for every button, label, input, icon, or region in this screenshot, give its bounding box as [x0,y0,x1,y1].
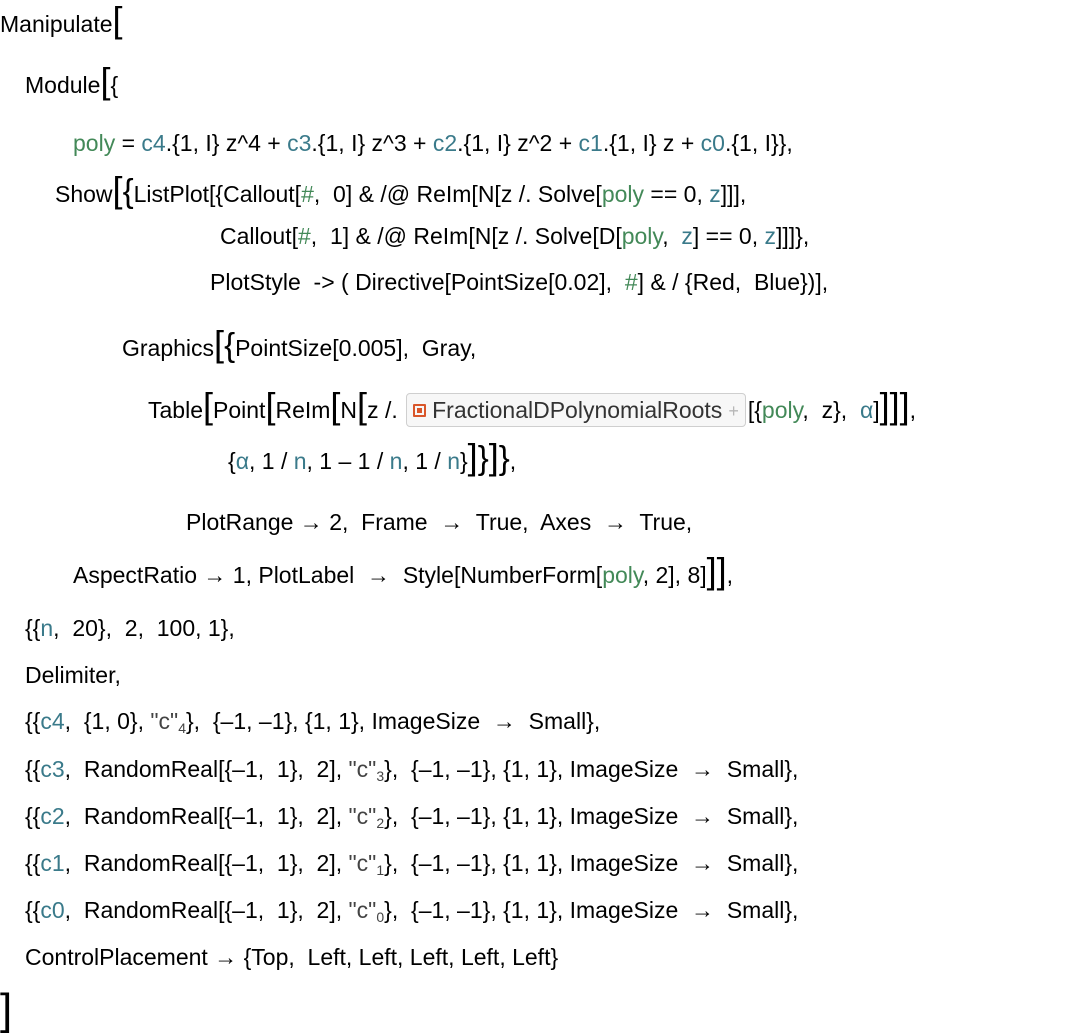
code-token: ]]]}, [776,223,810,249]
code-token: .{1, I} z + [602,130,701,156]
code-token: .{1, I} z^4 + [165,130,288,156]
code-token: , [802,397,822,423]
code-token: , 2], 8] [642,562,707,588]
subscript-token: 4 [178,720,186,736]
bracket: [ [330,385,341,426]
subscript-token: 1 [376,862,385,878]
brace: { [224,326,236,363]
code-token: .{1, I} z^2 + [457,130,579,156]
code-line[interactable] [228,436,517,477]
manipulate-variable-token: c1 [578,130,603,156]
code-line[interactable] [25,848,798,878]
manipulate-variable-token: c2 [40,803,65,829]
local-variable-token: poly [621,223,663,249]
bracket: ]] [706,550,727,591]
code-line[interactable] [220,221,809,251]
code-token: ] == 0, [692,223,765,249]
code-line[interactable] [25,60,119,101]
code-line[interactable] [210,267,828,297]
code-token: ListPlot[{Callout[ [133,181,302,207]
code-token: Manipulate [0,11,113,37]
manipulate-variable-token: z [681,223,693,249]
code-token: ReIm [275,397,331,423]
bracket: ] [488,436,499,477]
code-token: {{ [25,615,41,641]
code-token: ] & / {Red, Blue})], [637,269,829,295]
manipulate-variable-token: c1 [40,850,65,876]
bracket: ]]] [879,385,910,426]
bracket: [ [100,60,111,101]
code-token: } [459,448,468,474]
bracket: ] [467,436,478,477]
bracket: [ [202,385,213,426]
code-token: AspectRatio → 1, PlotLabel → Style[NumberForm[ [73,562,603,588]
code-token: }, {–1, –1}, {1, 1}, ImageSize → Small}, [384,756,799,782]
manipulate-variable-token: c0 [40,897,65,923]
code-token: {{ [25,803,41,829]
manipulate-variable-token: n [389,448,403,474]
manipulate-variable-token: n [40,615,54,641]
local-variable-token: # [624,269,638,295]
bracket: [ [265,385,276,426]
string-token: "c" [348,803,377,829]
code-line[interactable] [186,507,692,537]
subscript-token: 2 [376,815,385,831]
code-token: [{ [747,397,762,423]
code-token: , RandomReal[{–1, 1}, 2], [64,756,349,782]
string-token: "c" [150,708,179,734]
local-variable-token: poly [761,397,803,423]
code-token: Graphics [122,335,215,361]
bracket: [ [214,323,225,364]
bracket: [ [357,385,368,426]
local-variable-token: # [301,181,314,207]
code-token: PointSize[0.005], Gray, [235,335,477,361]
code-line[interactable] [25,801,798,831]
code-line[interactable] [25,706,600,736]
code-line[interactable] [25,613,235,643]
resource-function-icon [413,404,426,417]
manipulate-variable-token: α [859,397,874,423]
code-token: = [115,130,142,156]
code-token: , [726,562,734,588]
resource-function-name: FractionalDPolynomialRoots [432,396,723,423]
code-token: Callout[ [220,223,298,249]
code-token: {{ [25,708,41,734]
code-line[interactable] [0,0,123,40]
code-line[interactable] [25,942,558,972]
string-token: "c" [348,850,377,876]
code-token: {{ [25,756,41,782]
manipulate-variable-token: c4 [141,130,166,156]
code-token: Delimiter, [25,662,121,688]
manipulate-variable-token: n [293,448,307,474]
manipulate-variable-token: z [764,223,776,249]
code-token: }, {–1, –1}, {1, 1}, ImageSize → Small}, [384,897,799,923]
code-token: , RandomReal[{–1, 1}, 2], [64,803,349,829]
code-token: ]]], [720,181,747,207]
code-token: , {1, 0}, [64,708,151,734]
code-token: , RandomReal[{–1, 1}, 2], [64,850,349,876]
local-variable-token: poly [73,130,116,156]
code-line[interactable] [55,169,747,210]
plus-icon[interactable]: + [728,400,739,421]
bracket: [ [112,169,123,210]
code-token: , 20}, 2, 100, 1}, [53,615,235,641]
code-token: , 1 / [248,448,294,474]
bracket: [ [112,0,123,40]
code-token: , [509,448,517,474]
code-token: N [340,397,358,423]
code-line[interactable] [122,323,477,364]
resource-function-box[interactable] [406,393,746,427]
manipulate-variable-token: c2 [432,130,458,156]
code-token: Show [55,181,113,207]
code-token: }, [833,397,860,423]
code-token: }, {–1, –1}, {1, 1}, ImageSize → Small}, [384,803,799,829]
code-token: { [110,72,119,98]
local-variable-token: poly [601,181,645,207]
code-token: .{1, I} z^3 + [311,130,433,156]
code-token: == 0, [644,181,710,207]
manipulate-variable-token: c4 [40,708,65,734]
brace: } [498,439,510,476]
code-token: ] [873,397,880,423]
code-token: .{1, I}}, [724,130,793,156]
code-token: {{ [25,850,41,876]
code-token: z [821,397,834,423]
code-token: , [662,223,682,249]
string-token: "c" [348,897,377,923]
code-token: { [228,448,236,474]
manipulate-variable-token: c3 [40,756,65,782]
code-line[interactable] [25,895,798,925]
code-token: , [909,397,917,423]
code-token: , 0] & /@ ReIm[N[z /. Solve[ [313,181,602,207]
manipulate-variable-token: c0 [700,130,725,156]
local-variable-token: poly [602,562,643,588]
code-line[interactable] [25,754,798,784]
closing-bracket: ] [0,985,13,1034]
code-token: ControlPlacement → {Top, Left, Left, Left, Left, Left} [25,944,559,970]
code-token: z /. [367,397,405,423]
local-variable-token: # [297,223,311,249]
code-line[interactable] [148,385,917,426]
code-token: Module [25,72,101,98]
manipulate-variable-token: z [709,181,721,207]
manipulate-variable-token: α [235,448,249,474]
manipulate-variable-token: c3 [287,130,312,156]
code-line[interactable] [73,128,793,158]
code-token: , 1] & /@ ReIm[N[z /. Solve[D[ [310,223,622,249]
code-token: , RandomReal[{–1, 1}, 2], [64,897,349,923]
code-token: , 1 – 1 / [306,448,390,474]
code-token: }, {–1, –1}, {1, 1}, ImageSize → Small}, [384,850,799,876]
code-line[interactable] [25,660,121,690]
code-token: }, {–1, –1}, {1, 1}, ImageSize → Small}, [186,708,601,734]
brace: { [122,172,134,209]
code-line[interactable] [73,550,734,591]
code-token: Point [213,397,266,423]
manipulate-variable-token: n [447,448,460,474]
code-token: Table [148,397,203,423]
brace: } [477,439,489,476]
subscript-token: 0 [376,909,385,925]
code-token: {{ [25,897,41,923]
code-token: PlotRange → 2, Frame → True, Axes → True, [186,509,693,535]
code-token: PlotStyle -> ( Directive[PointSize[0.02], [210,269,625,295]
subscript-token: 3 [376,768,385,784]
code-token: , 1 / [402,448,448,474]
string-token: "c" [348,756,377,782]
